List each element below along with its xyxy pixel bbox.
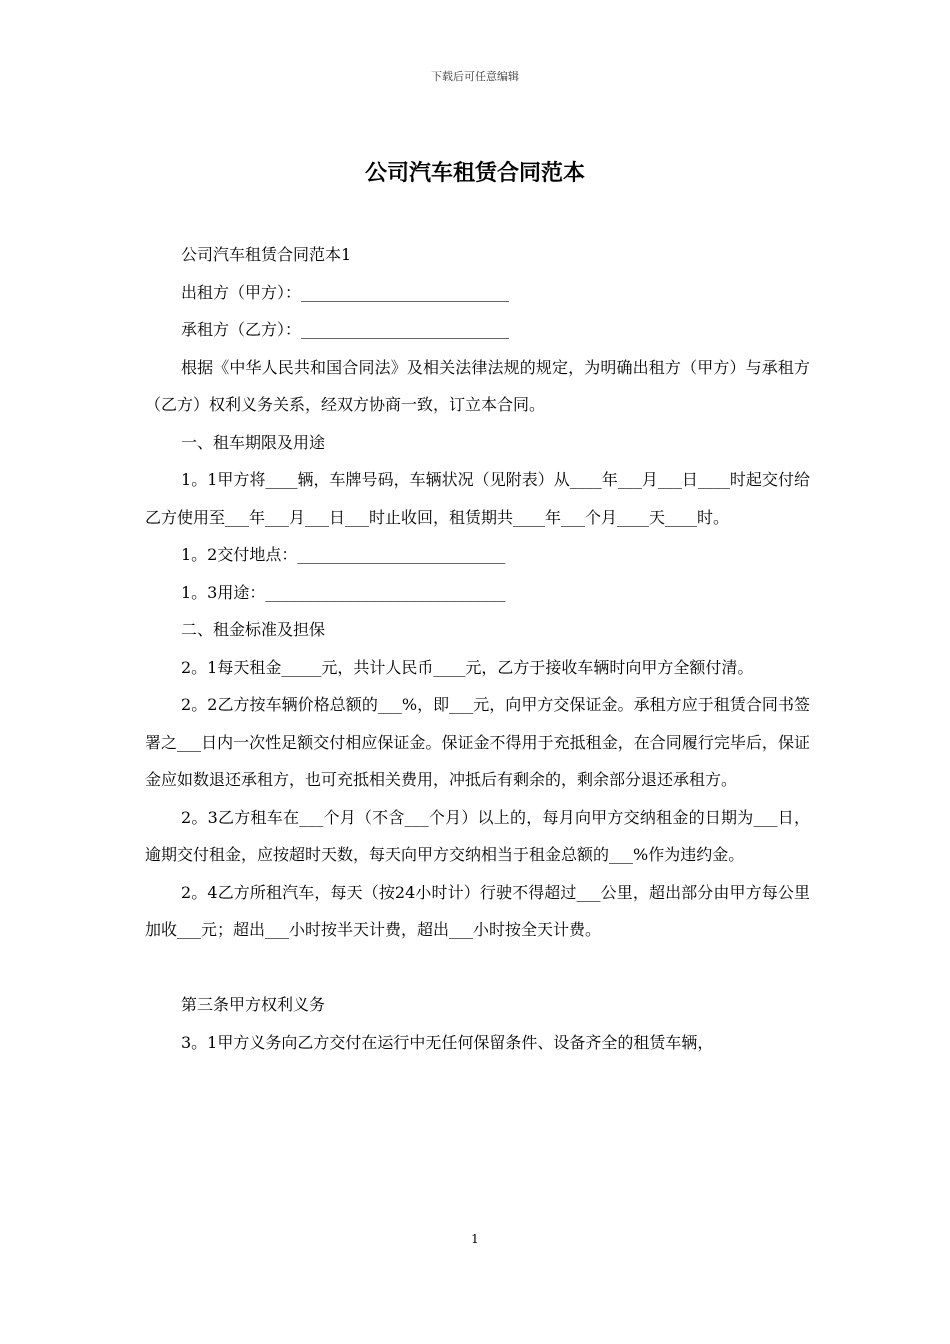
- clause-3-1: 3。1甲方义务向乙方交付在运行中无任何保留条件、设备齐全的租赁车辆，: [181, 1032, 714, 1052]
- clause-1-3: 1。3用途：______________________________: [181, 582, 506, 602]
- header-note: 下载后可任意编辑: [431, 70, 519, 83]
- clause-2-1: 2。1每天租金_____元，共计人民币____元，乙方于接收车辆时向甲方全额付清。: [181, 657, 754, 677]
- section-heading-2: 二、租金标准及担保: [181, 620, 326, 639]
- blank-line: [145, 949, 810, 987]
- clause-2-2: 2。2乙方按车辆价格总额的___%，即___元，向甲方交保证金。承租方应于租赁合同书签署之___日内一次性足额交付相应保证金。保证金不得用于充抵租金，在合同履行完毕后，保证金应如数退还承租方，也可充抵相关费用，冲抵后有剩余的，剩余部分退还承租方。: [145, 695, 810, 789]
- section-heading-3: 第三条甲方权利义务: [181, 995, 326, 1014]
- clause-1-2: 1。2交付地点：__________________________: [181, 545, 506, 564]
- document-title: 公司汽车租赁合同范本: [364, 161, 585, 186]
- document-body: [145, 236, 810, 1061]
- paragraph-heading-1: 公司汽车租赁合同范本1: [181, 245, 352, 264]
- paragraph-lessor: 出租方（甲方）：__________________________: [181, 282, 510, 302]
- clause-2-4: 2。4乙方所租汽车，每天（按24小时计）行驶不得超过___公里，超出部分由甲方每公里加收___元；超出___小时按半天计费，超出___小时按全天计费。: [145, 882, 810, 939]
- page-number: 1: [471, 1232, 479, 1246]
- clause-2-3: 2。3乙方租车在___个月（不含___个月）以上的，每月向甲方交纳租金的日期为___日，逾期交付租金，应按超时天数，每天向甲方交纳相当于租金总额的___%作为违约金。: [145, 807, 810, 864]
- clause-1-1: 1。1甲方将____辆，车牌号码，车辆状况（见附表）从____年___月___日____时起交付给乙方使用至___年___月___日___时止收回，租赁期共____年___个月____天____时。: [145, 470, 810, 527]
- paragraph-lessee: 承租方（乙方）：__________________________: [181, 320, 510, 339]
- paragraph-preamble: 根据《中华人民共和国合同法》及相关法律法规的规定，为明确出租方（甲方）与承租方（乙方）权利义务关系，经双方协商一致，订立本合同。: [145, 357, 810, 414]
- section-heading-1: 一、租车期限及用途: [181, 432, 326, 452]
